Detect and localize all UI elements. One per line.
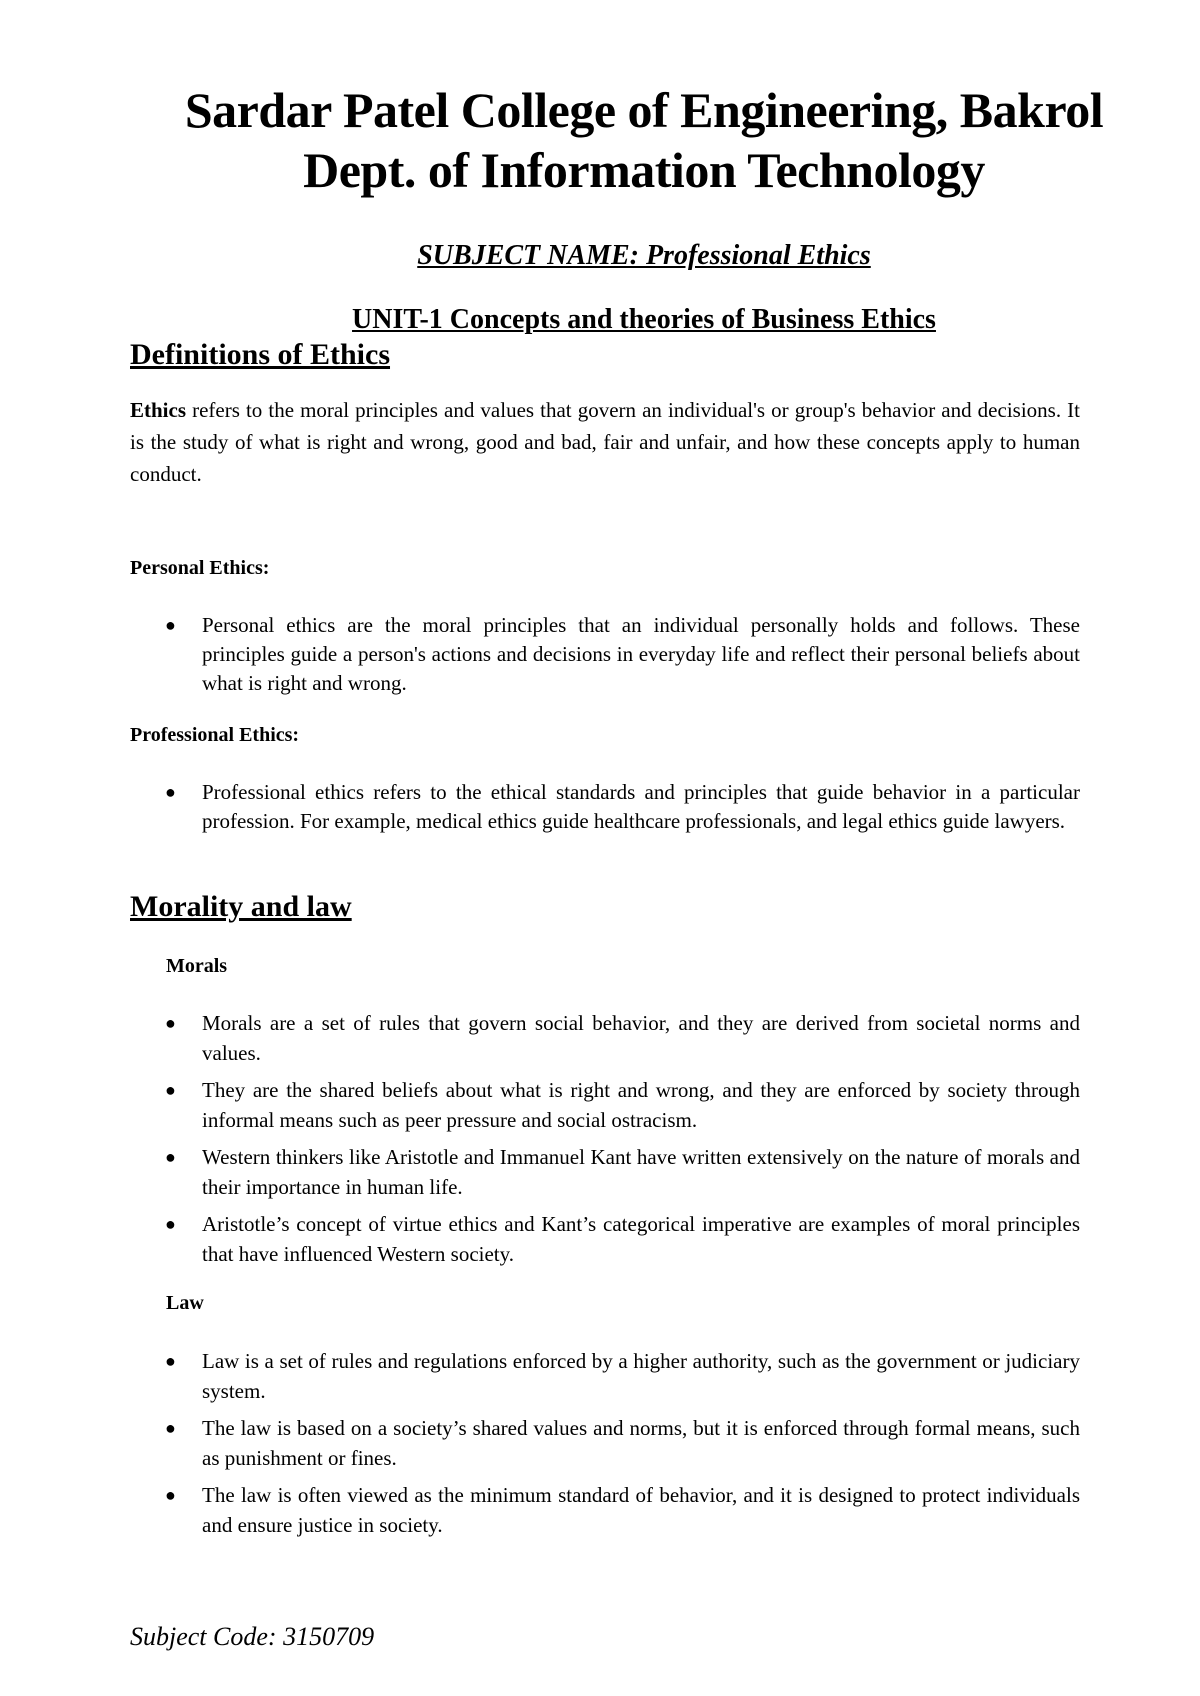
list-item: ● Law is a set of rules and regulations enforced by a higher authority, such as the government or judiciary system. [130, 1346, 1080, 1406]
law-heading: Law [166, 1292, 204, 1314]
list-item: ● Professional ethics refers to the ethical standards and principles that guide behavior in a particular profession. For example, medical ethics guide healthcare professionals, and legal ethics guide lawyers. [165, 780, 1080, 833]
morals-heading: Morals [166, 955, 228, 977]
ethics-definition-text: refers to the moral principles and values that govern an individual's or group's behavior and decisions. It is the study of what is right and wrong, good and bad, fair and unfair, and how these concepts apply to human conduct. [130, 398, 1080, 486]
bullet-icon: ● [165, 1080, 176, 1100]
personal-ethics-list [130, 611, 1080, 698]
list-item: ● Western thinkers like Aristotle and Immanuel Kant have written extensively on the nature of morals and their importance in human life. [130, 1142, 1080, 1202]
bullet-icon: ● [165, 615, 176, 635]
list-item: ● Personal ethics are the moral principles that an individual personally holds and follows. These principles guide a person's actions and decisions in everyday life and reflect their personal beliefs about what is right and wrong. [165, 613, 1080, 695]
personal-ethics-heading: Personal Ethics: [130, 557, 270, 579]
list-item: ● The law is often viewed as the minimum standard of behavior, and it is designed to protect individuals and ensure justice in society. [130, 1480, 1080, 1540]
list-item: ● They are the shared beliefs about what is right and wrong, and they are enforced by society through informal means such as peer pressure and social ostracism. [130, 1075, 1080, 1135]
bullet-icon: ● [165, 1214, 176, 1234]
department-name: Dept. of Information Technology [303, 142, 985, 198]
section-heading-morality: Morality and law [130, 890, 352, 923]
ethics-definition-paragraph [130, 394, 1080, 490]
college-name: Sardar Patel College of Engineering, Bakrol [184, 82, 1104, 138]
bullet-icon: ● [165, 1013, 176, 1033]
bullet-icon: ● [165, 1351, 176, 1371]
section-heading-definitions: Definitions of Ethics [130, 338, 391, 371]
bullet-icon: ● [165, 1418, 176, 1438]
subject-name: SUBJECT NAME: Professional Ethics [417, 240, 871, 271]
list-item: ● Morals are a set of rules that govern social behavior, and they are derived from societal norms and values. [130, 1008, 1080, 1068]
unit-title: UNIT-1 Concepts and theories of Business Ethics [352, 304, 936, 335]
professional-ethics-list [130, 778, 1080, 836]
law-list [130, 1346, 1080, 1547]
ethics-term: Ethics [130, 398, 187, 422]
morals-list [130, 1008, 1080, 1276]
bullet-icon: ● [165, 1147, 176, 1167]
bullet-icon: ● [165, 1485, 176, 1505]
list-item: ● The law is based on a society’s shared values and norms, but it is enforced through formal means, such as punishment or fines. [130, 1413, 1080, 1473]
subject-code-footer: Subject Code: 3150709 [130, 1622, 375, 1651]
list-item: ● Aristotle’s concept of virtue ethics and Kant’s categorical imperative are examples of moral principles that have influenced Western society. [130, 1209, 1080, 1269]
professional-ethics-heading: Professional Ethics: [130, 724, 300, 746]
document-title [0, 80, 1200, 200]
bullet-icon: ● [165, 782, 176, 802]
